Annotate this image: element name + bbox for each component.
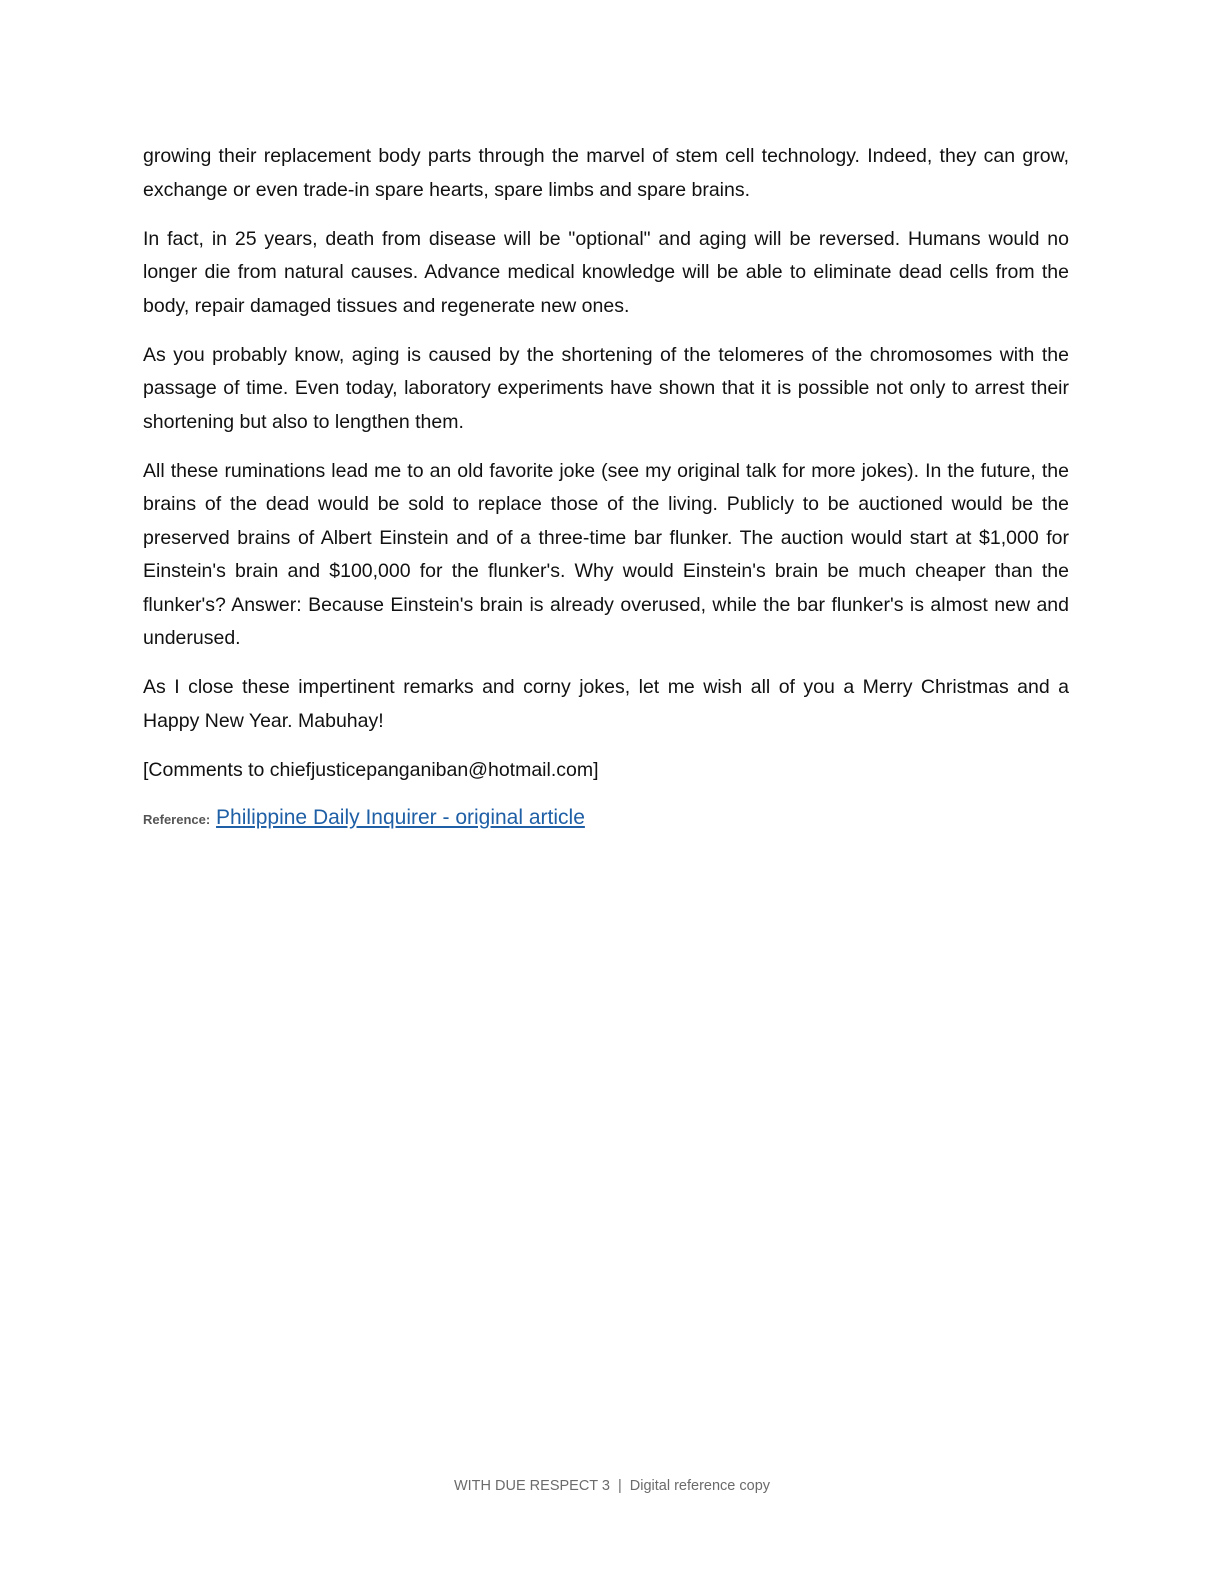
document-body — [143, 140, 1069, 835]
paragraph-death-optional: In fact, in 25 years, death from disease will be "optional" and aging will be reversed. Humans would no longer die from natural causes. Advance medical knowledge will be able to eliminate dead cells from the body, repair damaged tissues and regenerate new ones. — [143, 227, 1069, 317]
paragraph-telomeres: As you probably know, aging is caused by the shortening of the telomeres of the chromosomes with the passage of time. Even today, laboratory experiments have shown that it is possible not only to arrest their shortening but also to lengthen them. — [143, 343, 1069, 433]
page-footer — [0, 1478, 1224, 1494]
reference-link[interactable]: Philippine Daily Inquirer - original article — [216, 805, 585, 829]
paragraph-stem-cells: growing their replacement body parts through the marvel of stem cell technology. Indeed, they can grow, exchange or even trade-in spare hearts, spare limbs and spare brains. — [143, 145, 1069, 201]
footer-title: WITH DUE RESPECT 3 — [453, 1478, 610, 1494]
footer-note: Digital reference copy — [629, 1478, 771, 1494]
reference-label: Reference: — [143, 811, 211, 827]
paragraph-comments-contact: [Comments to chiefjusticepanganiban@hotmail.com] — [143, 758, 599, 781]
paragraph-closing-greeting: As I close these impertinent remarks and corny jokes, let me wish all of you a Merry Christmas and a Happy New Year. Mabuhay! — [143, 676, 1069, 732]
reference-line — [143, 803, 1069, 835]
paragraph-brain-joke: All these ruminations lead me to an old favorite joke (see my original talk for more jokes). In the future, the brains of the dead would be sold to replace those of the living. Publicly to be auctioned would be the preserved brains of Albert Einstein and of a three-time bar flunker. The auction would start at $1,000 for Einstein's brain and $100,000 for the flunker's. Why would Einstein's brain be much cheaper than the flunker's? Answer: Because Einstein's brain is already overused, while the bar flunker's is almost new and underused. — [143, 459, 1069, 649]
footer-separator: | — [618, 1478, 622, 1494]
